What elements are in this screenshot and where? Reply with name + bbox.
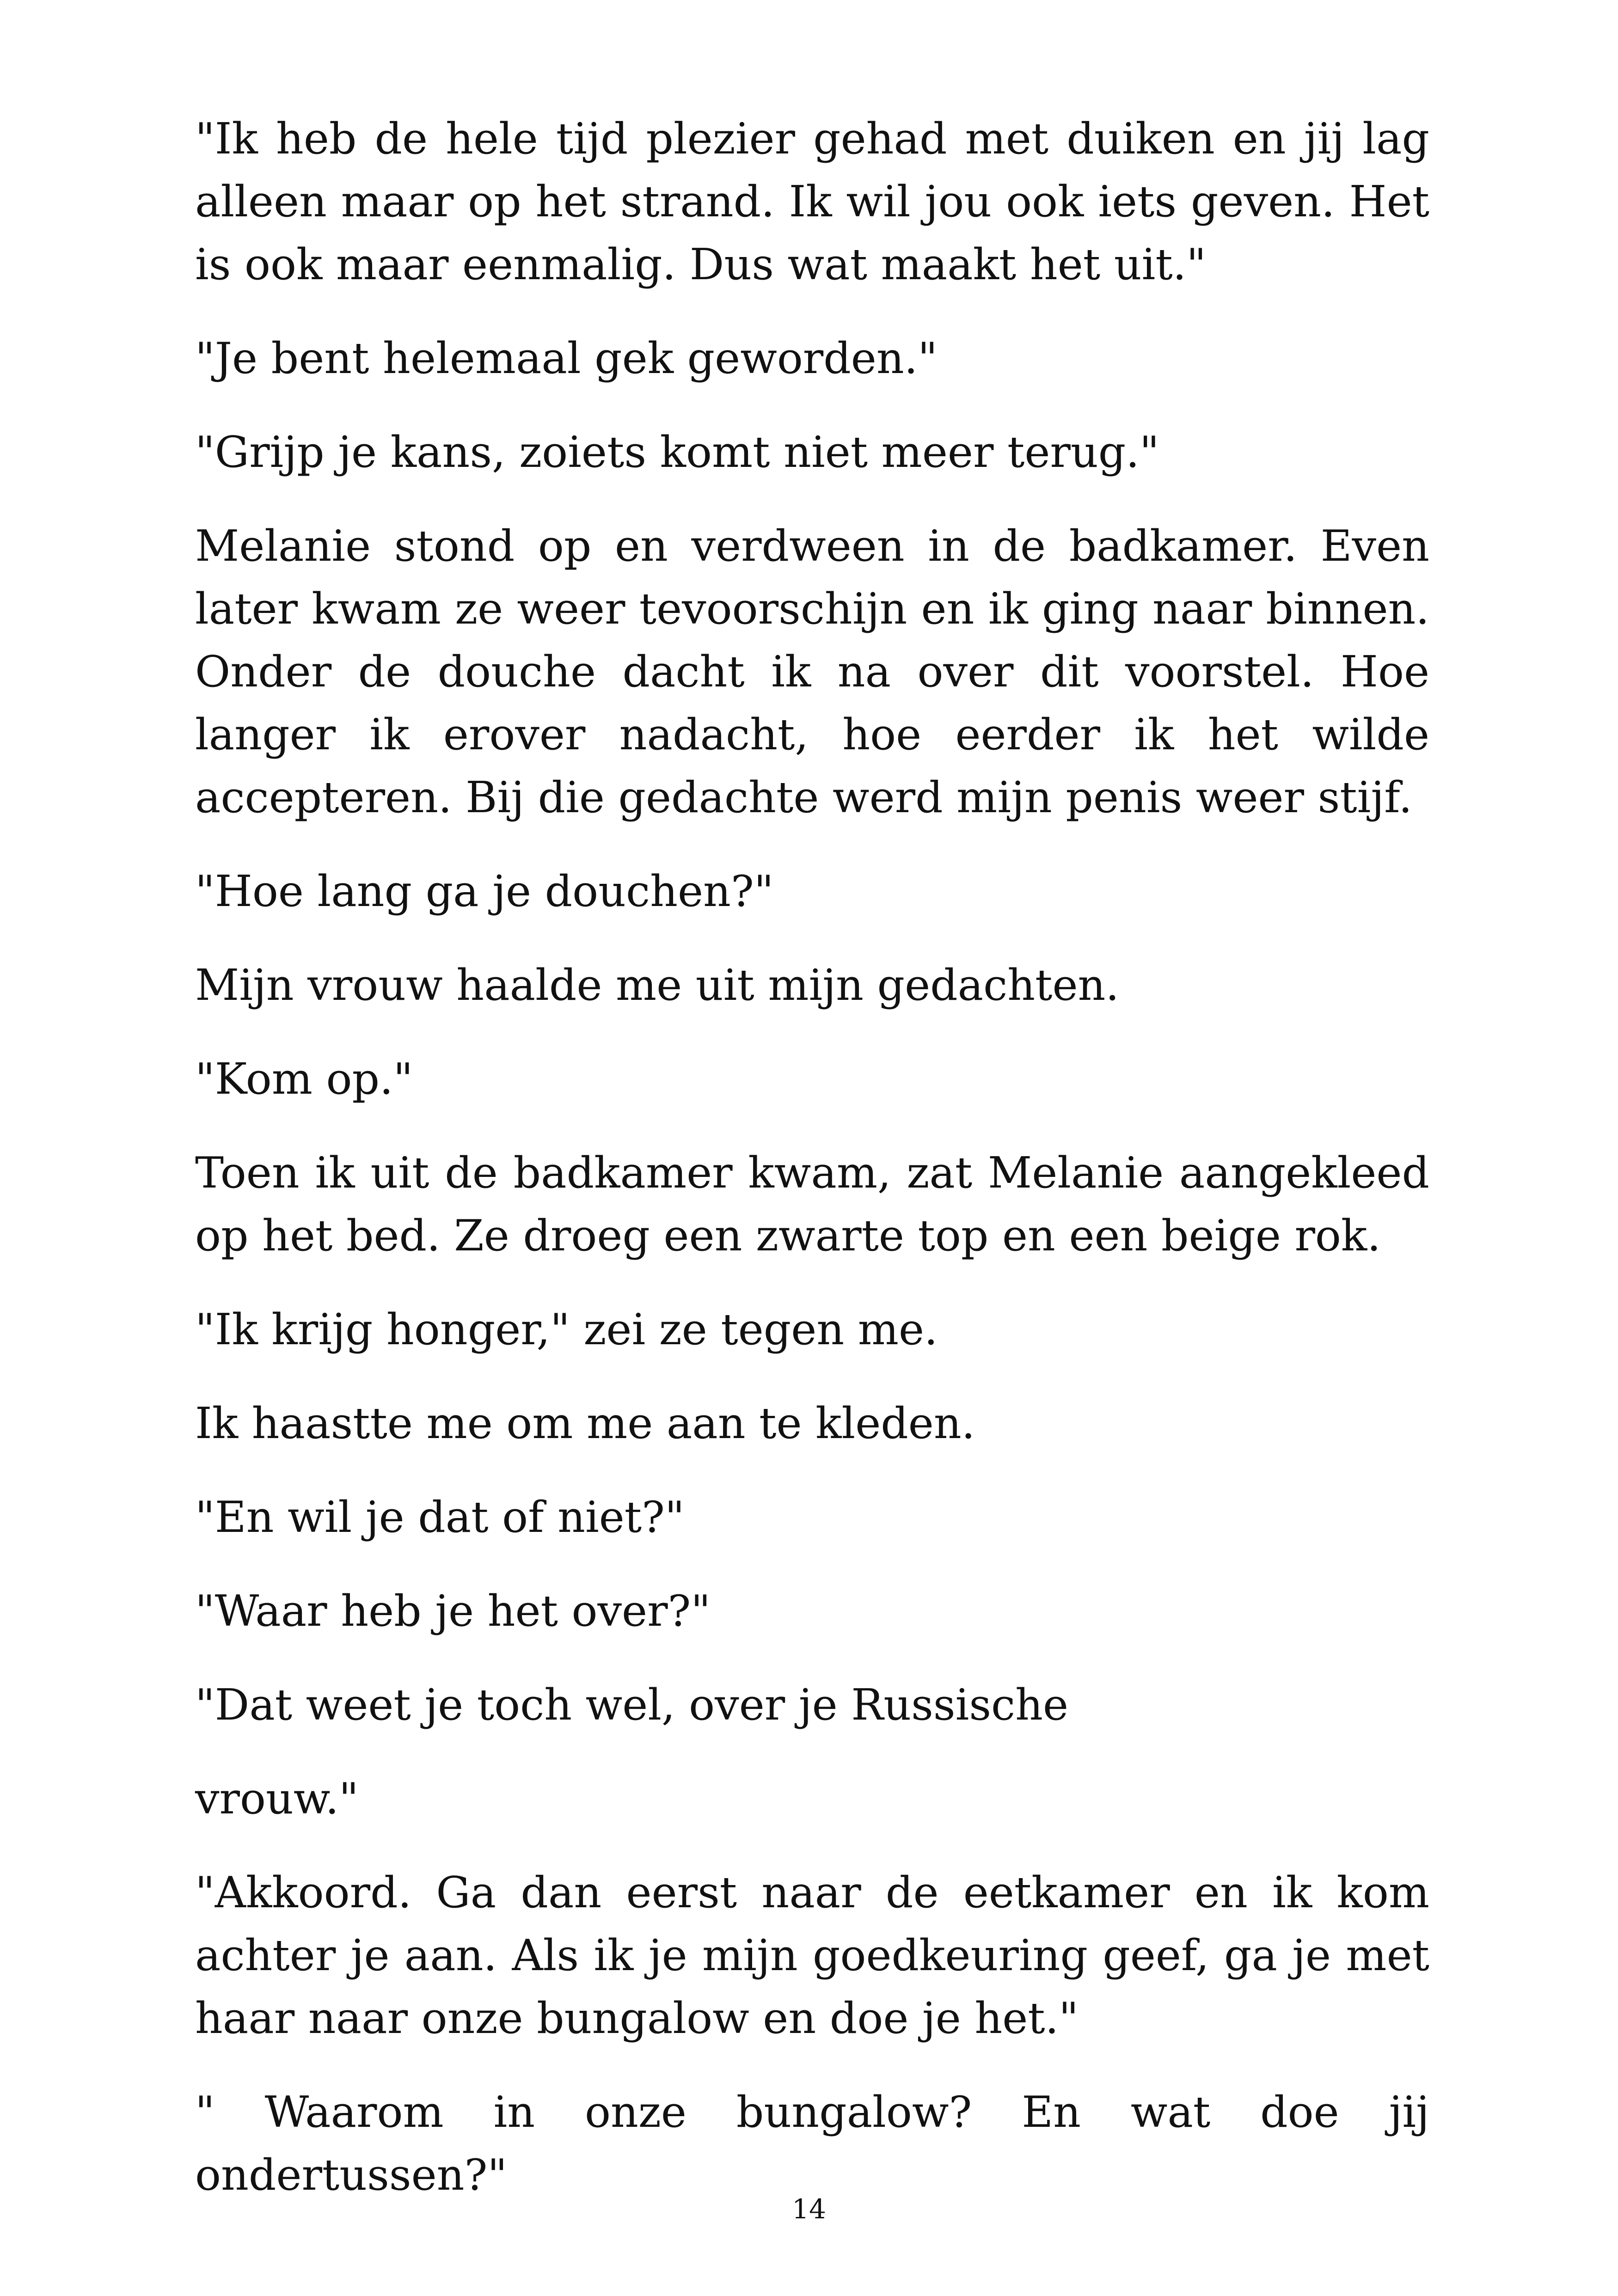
- paragraph-14: vrouw.": [195, 1774, 359, 1824]
- paragraph-1: "Ik heb de hele tijd plezier gehad met duiken en jij lag alleen maar op het strand. Ik wil jou ook iets geven. Het is ook maar eenmalig. Dus wat maakt het uit.": [195, 114, 1429, 289]
- body-text: [195, 107, 1429, 2237]
- page-number: 14: [792, 2193, 826, 2225]
- paragraph-7: "Kom op.": [195, 1054, 413, 1104]
- paragraph-12: "Waar heb je het over?": [195, 1586, 711, 1636]
- paragraph-11: "En wil je dat of niet?": [195, 1492, 685, 1542]
- paragraph-2: "Je bent helemaal gek geworden.": [195, 333, 938, 383]
- paragraph-16: " Waarom in onze bungalow? En wat doe jij ondertussen?": [195, 2087, 1429, 2200]
- paragraph-13: "Dat weet je toch wel, over je Russische: [195, 1680, 1069, 1730]
- paragraph-4: Melanie stond op en verdween in de badkamer. Even later kwam ze weer tevoorschijn en ik ging naar binnen. Onder de douche dacht ik na over dit voorstel. Hoe langer ik erover nadacht, hoe eerder ik het wilde accepteren. Bij die gedachte werd mijn penis weer stijf.: [195, 521, 1429, 822]
- paragraph-3: "Grijp je kans, zoiets komt niet meer terug.": [195, 427, 1159, 477]
- paragraph-8: Toen ik uit de badkamer kwam, zat Melanie aangekleed op het bed. Ze droeg een zwarte top en een beige rok.: [195, 1148, 1429, 1261]
- paragraph-6: Mijn vrouw haalde me uit mijn gedachten.: [195, 960, 1119, 1010]
- paragraph-10: Ik haastte me om me aan te kleden.: [195, 1398, 975, 1448]
- paragraph-5: "Hoe lang ga je douchen?": [195, 866, 774, 916]
- paragraph-15: "Akkoord. Ga dan eerst naar de eetkamer en ik kom achter je aan. Als ik je mijn goedkeuring geef, ga je met haar naar onze bungalow en doe je het.": [195, 1867, 1429, 2043]
- paragraph-9: "Ik krijg honger," zei ze tegen me.: [195, 1304, 938, 1354]
